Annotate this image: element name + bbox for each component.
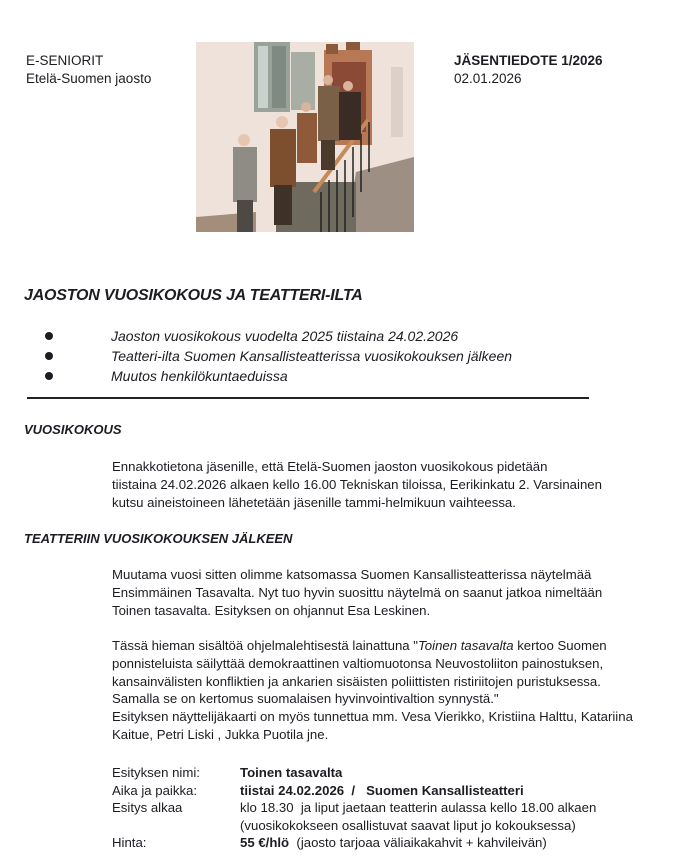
info-row-price [112, 834, 596, 852]
bulletin-title: JÄSENTIEDOTE 1/2026 [454, 53, 603, 68]
paragraph-line [112, 637, 633, 655]
main-title: JAOSTON VUOSIKOKOUS JA TEATTERI-ILTA [24, 287, 363, 304]
bullet-item [45, 326, 512, 346]
info-label: Aika ja paikka: [112, 782, 198, 798]
paragraph-line: Toinen tasavalta. Esityksen on ohjannut Esa Leskinen. [112, 602, 431, 618]
paragraph-line: Ennakkotietona jäsenille, että Etelä-Suomen jaoston vuosikokous pidetään [112, 459, 548, 474]
paragraph-line: Ensimmäinen Tasavalta. Nyt tuo hyvin suosittu näytelmä on saanut jatkoa nimeltään [112, 584, 603, 600]
paragraph-line: Kaitue, Petri Liski , Jukka Puotila jne. [112, 726, 329, 742]
info-label: Esityksen nimi: [112, 765, 200, 780]
info-row-name [112, 764, 596, 782]
paragraph-line: tiistaina 24.02.2026 alkaen kello 16.00 Tekniskan tiloissa, Eerikinkatu 2. Varsinainen [112, 476, 602, 492]
bulletin-block [454, 52, 603, 88]
info-value: tiistai 24.02.2026 / Suomen Kansallisteatteri [240, 782, 524, 798]
group-photo [196, 42, 414, 232]
quote-intro: Tässä hieman sisältöä ohjelmalehtisestä lainattuna " [112, 638, 418, 653]
group-photo-people-on-stairs-icon [196, 42, 414, 232]
info-row-start [112, 799, 596, 817]
section-heading-teatteri: TEATTERIIN VUOSIKOKOUKSEN JÄLKEEN [24, 531, 293, 546]
quote-continue: kertoo Suomen [513, 638, 607, 653]
info-note: (vuosikokokseen osallistuvat saavat liput jo kokouksessa) [240, 817, 576, 833]
info-row-start-note [112, 817, 596, 835]
info-value: 55 €/hlö [240, 835, 290, 850]
org-block [26, 52, 151, 88]
event-info-table [112, 764, 596, 852]
section-name: Etelä-Suomen jaosto [26, 71, 152, 86]
teatteri-paragraph-2 [112, 637, 633, 744]
bulletin-date: 02.01.2026 [454, 71, 522, 86]
section-heading-vuosikokous: VUOSIKOKOUS [24, 422, 122, 437]
section-divider [27, 397, 589, 399]
play-title-italic: Toinen tasavalta [417, 638, 514, 653]
bullet-dot-icon [45, 352, 53, 360]
info-row-place [112, 782, 596, 800]
paragraph-line: Samalla se on kertomus suomalaisen hyvinvointivaltion synnystä." [112, 691, 499, 707]
bullet-text: Teatteri-ilta Suomen Kansallisteatterissa vuosikokouksen jälkeen [111, 348, 513, 364]
bullet-dot-icon [45, 372, 53, 380]
paragraph-line: kutsu aineistoineen lähetetään jäsenille tammi-helmikuun vaihteessa. [112, 494, 516, 510]
teatteri-paragraph-1 [112, 566, 602, 619]
info-label: Esitys alkaa [112, 800, 183, 815]
bullet-dot-icon [45, 332, 53, 340]
info-value: Toinen tasavalta [240, 765, 343, 780]
paragraph-line: Esityksen näyttelijäkaarti on myös tunnettua mm. Vesa Vierikko, Kristiina Halttu, Katariina [112, 709, 633, 725]
paragraph-line: kansainvälisten konfliktien ja ankarien sisäisten poliittisten ristiriitojen puristuksessa. [112, 673, 601, 689]
vuosikokous-paragraph [112, 458, 602, 511]
bullet-text: Muutos henkilökuntaeduissa [111, 368, 288, 384]
bullet-text: Jaoston vuosikokous vuodelta 2025 tiistaina 24.02.2026 [111, 328, 459, 344]
info-label: Hinta: [112, 835, 147, 850]
paragraph-line: Muutama vuosi sitten olimme katsomassa Suomen Kansallisteatterissa näytelmää [112, 567, 592, 582]
info-note: (jaosto tarjoaa väliaikakahvit + kahvileivän) [289, 835, 547, 850]
summary-bullet-list [45, 326, 512, 386]
info-value: klo 18.30 ja liput jaetaan teatterin aulassa kello 18.00 alkaen [240, 800, 597, 815]
bullet-item [45, 346, 512, 366]
org-name: E-SENIORIT [26, 53, 104, 68]
bullet-item [45, 366, 512, 386]
paragraph-line: ponnisteluista säilyttää demokraattinen valtiomuotonsa Neuvostoliiton painostuksen, [112, 655, 604, 671]
